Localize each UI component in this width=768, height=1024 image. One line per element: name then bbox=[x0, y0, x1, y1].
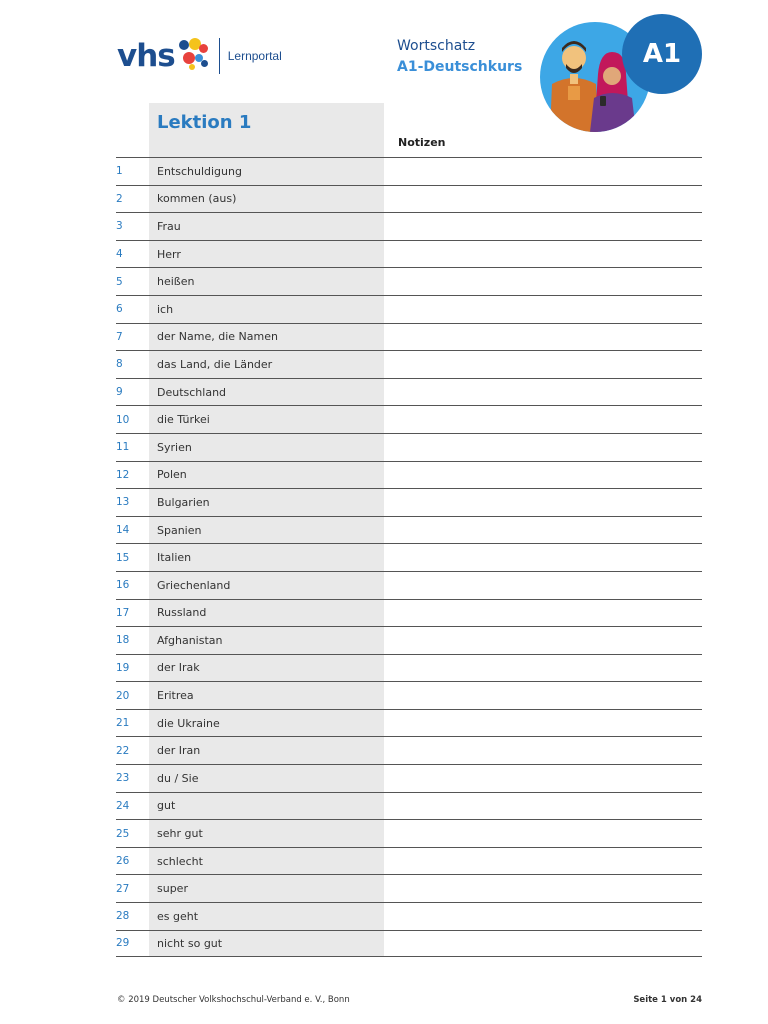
vocab-row bbox=[116, 516, 702, 544]
vocab-row bbox=[116, 323, 702, 351]
vocab-row bbox=[116, 295, 702, 323]
vocab-number: 3 bbox=[116, 220, 123, 233]
vocab-number: 9 bbox=[116, 386, 123, 399]
vocab-number: 28 bbox=[116, 910, 130, 923]
vocab-word: Entschuldigung bbox=[157, 164, 242, 178]
vocab-notes-cell[interactable] bbox=[384, 351, 702, 378]
vocab-word: heißen bbox=[157, 275, 195, 289]
vocab-notes-cell[interactable] bbox=[384, 158, 702, 185]
level-badge: A1 bbox=[622, 14, 702, 94]
vocab-number: 2 bbox=[116, 192, 123, 205]
vocab-notes-cell[interactable] bbox=[384, 213, 702, 240]
vocab-number: 11 bbox=[116, 441, 130, 454]
vocab-notes-cell[interactable] bbox=[384, 875, 702, 902]
vocab-notes-cell[interactable] bbox=[384, 848, 702, 875]
vocab-notes-cell[interactable] bbox=[384, 903, 702, 930]
vocab-row bbox=[116, 488, 702, 516]
vocab-word: das Land, die Länder bbox=[157, 357, 273, 371]
vocab-word: der Iran bbox=[157, 744, 201, 758]
vocab-notes-cell[interactable] bbox=[384, 406, 702, 433]
vocab-notes-cell[interactable] bbox=[384, 296, 702, 323]
vocabulary-list bbox=[116, 157, 702, 957]
vocab-row bbox=[116, 764, 702, 792]
vocab-word: Frau bbox=[157, 219, 181, 233]
vocab-number: 16 bbox=[116, 579, 130, 592]
vocab-notes-cell[interactable] bbox=[384, 682, 702, 709]
course-title-line2: A1-Deutschkurs bbox=[397, 59, 523, 75]
vocab-number: 7 bbox=[116, 330, 123, 343]
vocab-row bbox=[116, 902, 702, 930]
vocab-number: 10 bbox=[116, 413, 130, 426]
vocab-number: 1 bbox=[116, 165, 123, 178]
footer-copyright: © 2019 Deutscher Volkshochschul-Verband e. V., Bonn bbox=[117, 995, 350, 1005]
vocab-row bbox=[116, 681, 702, 709]
vocab-row bbox=[116, 405, 702, 433]
vocab-word: Deutschland bbox=[157, 385, 227, 399]
vocab-number: 4 bbox=[116, 248, 123, 261]
vocab-row bbox=[116, 212, 702, 240]
vocab-number: 15 bbox=[116, 551, 130, 564]
vocab-word: gut bbox=[157, 799, 176, 813]
logo-divider bbox=[219, 38, 220, 74]
vocab-number: 14 bbox=[116, 524, 130, 537]
vocab-row bbox=[116, 847, 702, 875]
vocab-number: 25 bbox=[116, 827, 130, 840]
vocab-word: Polen bbox=[157, 468, 187, 482]
vocab-number: 26 bbox=[116, 855, 130, 868]
vocab-notes-cell[interactable] bbox=[384, 186, 702, 213]
vocab-number: 8 bbox=[116, 358, 123, 371]
logo-wordmark: vhs bbox=[117, 38, 175, 74]
vocab-number: 19 bbox=[116, 661, 130, 674]
vocab-notes-cell[interactable] bbox=[384, 572, 702, 599]
vocab-row bbox=[116, 157, 702, 185]
notes-column-header: Notizen bbox=[398, 136, 446, 149]
vocab-notes-cell[interactable] bbox=[384, 324, 702, 351]
vocab-row bbox=[116, 267, 702, 295]
vocab-row bbox=[116, 185, 702, 213]
vocab-number: 12 bbox=[116, 468, 130, 481]
vocab-word: Eritrea bbox=[157, 689, 194, 703]
vocab-word: kommen (aus) bbox=[157, 192, 237, 206]
vocab-word: du / Sie bbox=[157, 771, 199, 785]
vocab-number: 21 bbox=[116, 717, 130, 730]
vocab-row bbox=[116, 709, 702, 737]
vocab-notes-cell[interactable] bbox=[384, 489, 702, 516]
vocab-number: 27 bbox=[116, 882, 130, 895]
vocab-word: Afghanistan bbox=[157, 633, 223, 647]
vocab-number: 13 bbox=[116, 496, 130, 509]
vocab-notes-cell[interactable] bbox=[384, 820, 702, 847]
vocab-word: die Türkei bbox=[157, 413, 210, 427]
vocab-notes-cell[interactable] bbox=[384, 462, 702, 489]
vocab-row bbox=[116, 240, 702, 268]
vocab-word: Herr bbox=[157, 247, 181, 261]
vocab-notes-cell[interactable] bbox=[384, 434, 702, 461]
vocab-number: 24 bbox=[116, 799, 130, 812]
vocab-notes-cell[interactable] bbox=[384, 627, 702, 654]
vocab-number: 23 bbox=[116, 772, 130, 785]
vocab-number: 17 bbox=[116, 606, 130, 619]
vocab-row bbox=[116, 930, 702, 958]
vocab-notes-cell[interactable] bbox=[384, 765, 702, 792]
vocab-row bbox=[116, 543, 702, 571]
vocab-word: sehr gut bbox=[157, 827, 203, 841]
vocab-word: Bulgarien bbox=[157, 495, 210, 509]
vocab-row bbox=[116, 378, 702, 406]
vocab-notes-cell[interactable] bbox=[384, 737, 702, 764]
logo-dots-icon bbox=[177, 36, 213, 76]
vocab-word: Italien bbox=[157, 551, 192, 565]
vocab-notes-cell[interactable] bbox=[384, 931, 702, 957]
vocab-notes-cell[interactable] bbox=[384, 517, 702, 544]
vocab-row bbox=[116, 571, 702, 599]
vocab-word: der Name, die Namen bbox=[157, 330, 278, 344]
vocab-word: Russland bbox=[157, 606, 207, 620]
vocab-notes-cell[interactable] bbox=[384, 600, 702, 627]
lesson-title: Lektion 1 bbox=[157, 112, 252, 133]
vocab-row bbox=[116, 874, 702, 902]
vocab-number: 18 bbox=[116, 634, 130, 647]
vocab-row bbox=[116, 654, 702, 682]
vocab-row bbox=[116, 792, 702, 820]
vocab-row bbox=[116, 461, 702, 489]
course-title-line1: Wortschatz bbox=[397, 38, 476, 54]
vhs-logo[interactable] bbox=[117, 36, 282, 76]
vocab-word: es geht bbox=[157, 909, 199, 923]
vocab-row bbox=[116, 433, 702, 461]
vocab-number: 22 bbox=[116, 744, 130, 757]
vocab-word: Griechenland bbox=[157, 578, 231, 592]
vocab-number: 5 bbox=[116, 275, 123, 288]
vocab-notes-cell[interactable] bbox=[384, 379, 702, 406]
vocab-number: 20 bbox=[116, 689, 130, 702]
vocab-notes-cell[interactable] bbox=[384, 241, 702, 268]
footer-page-number: Seite 1 von 24 bbox=[633, 995, 702, 1005]
vocab-notes-cell[interactable] bbox=[384, 710, 702, 737]
vocab-notes-cell[interactable] bbox=[384, 268, 702, 295]
vocab-word: ich bbox=[157, 302, 174, 316]
vocab-row bbox=[116, 350, 702, 378]
vocab-row bbox=[116, 599, 702, 627]
vocab-word: nicht so gut bbox=[157, 936, 223, 950]
vocab-number: 6 bbox=[116, 303, 123, 316]
vocab-notes-cell[interactable] bbox=[384, 655, 702, 682]
logo-subtitle: Lernportal bbox=[227, 49, 282, 63]
vocab-word: der Irak bbox=[157, 661, 200, 675]
vocab-row bbox=[116, 626, 702, 654]
vocab-word: die Ukraine bbox=[157, 716, 220, 730]
course-title bbox=[397, 36, 522, 78]
vocab-word: Spanien bbox=[157, 523, 202, 537]
vocab-notes-cell[interactable] bbox=[384, 544, 702, 571]
vocab-word: Syrien bbox=[157, 440, 192, 454]
vocab-notes-cell[interactable] bbox=[384, 793, 702, 820]
vocab-word: schlecht bbox=[157, 854, 203, 868]
vocab-row bbox=[116, 736, 702, 764]
vocab-number: 29 bbox=[116, 937, 130, 950]
vocab-row bbox=[116, 819, 702, 847]
vocab-word: super bbox=[157, 882, 188, 896]
